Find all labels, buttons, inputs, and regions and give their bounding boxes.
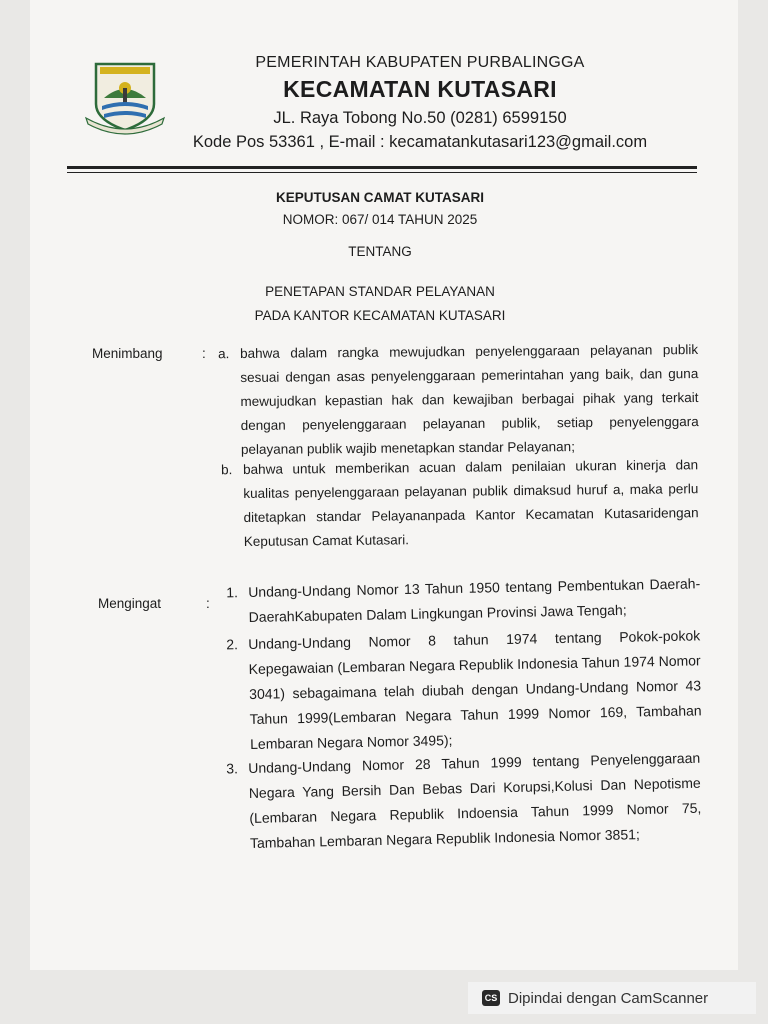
decree-subject-line-1: PENETAPAN STANDAR PELAYANAN xyxy=(265,284,495,299)
item-marker: 1. xyxy=(226,584,239,601)
recalling-item-3 xyxy=(226,746,702,856)
government-name: PEMERINTAH KABUPATEN PURBALINGGA xyxy=(255,54,585,71)
recalling-item-1 xyxy=(226,571,701,630)
camscanner-watermark xyxy=(468,982,756,1014)
item-text: Undang-Undang Nomor 28 Tahun 1999 tentang Penyelenggaraan Negara Yang Bersih Dan Bebas Dari Korupsi,Kolusi Dan Nepotisme (Lembaran Negara Republik Indoensia Tahun 1999 Nomor 75, Tambahan Lembaran Negara Republik Indonesia Nomor 3851; xyxy=(248,749,702,851)
item-text: Undang-Undang Nomor 13 Tahun 1950 tentang Pembentukan Daerah-DaerahKabupaten Dalam Lingkungan Provinsi Jawa Tengah; xyxy=(248,575,701,625)
recalling-item-2 xyxy=(226,623,702,757)
letterhead xyxy=(170,54,670,152)
item-marker: 3. xyxy=(226,760,239,777)
item-text: bahwa untuk memberikan acuan dalam penilaian ukuran kinerja dan kualitas penyelenggaraan pelayanan publik dimaksud huruf a, maka perlu ditetapkan standar Pelayananpada Kantor Kecamatan Kutasaridengan Keputusan Camat Kutasari. xyxy=(243,457,699,549)
item-marker: 2. xyxy=(226,636,239,653)
decree-number: NOMOR: 067/ 014 TAHUN 2025 xyxy=(282,212,478,227)
considering-colon: : xyxy=(202,346,206,361)
decree-title: KEPUTUSAN CAMAT KUTASARI xyxy=(276,190,484,205)
item-marker: a. xyxy=(218,346,230,362)
recalling-colon: : xyxy=(206,596,210,611)
recalling-label: Mengingat xyxy=(98,596,162,611)
considering-item-a xyxy=(218,338,699,462)
office-contact: Kode Pos 53361 , E-mail : kecamatankutasari123@gmail.com xyxy=(192,133,648,151)
item-text: bahwa dalam rangka mewujudkan penyelenggaraan pelayanan publik sesuai dengan asas penyelenggaraan pemerintahan yang baik, dan guna mewujudkan kepastian hak dan kewajiban berbagai pihak yang terkait dengan penyelenggaraan pelayanan publik, setiap penyelenggara pelayanan publik wajib menetapkan standar Pelayanan; xyxy=(240,342,699,457)
letterhead-divider-thin xyxy=(67,172,697,173)
camscanner-text: Dipindai dengan CamScanner xyxy=(508,989,709,1007)
item-marker: b. xyxy=(221,462,233,478)
decree-about: TENTANG xyxy=(348,244,412,259)
office-address: JL. Raya Tobong No.50 (0281) 6599150 xyxy=(273,109,567,127)
decree-subject-line-2: PADA KANTOR KECAMATAN KUTASARI xyxy=(254,308,506,323)
item-text: Undang-Undang Nomor 8 tahun 1974 tentang Pokok-pokok Kepegawaian (Lembaran Negara Republik Indonesia Tahun 1974 Nomor 3041) sebagaimana telah diubah dengan Undang-Undang Nomor 43 Tahun 1999(Lembaran Negara Tahun 1999 Nomor 169, Tambahan Lembaran Negara Nomor 3495); xyxy=(248,627,702,752)
considering-label: Menimbang xyxy=(92,346,163,361)
office-name: KECAMATAN KUTASARI xyxy=(283,76,557,102)
regency-seal-logo xyxy=(82,58,168,138)
letterhead-divider-thick xyxy=(67,166,697,169)
considering-item-b xyxy=(221,453,699,554)
camscanner-icon: CS xyxy=(482,990,500,1006)
